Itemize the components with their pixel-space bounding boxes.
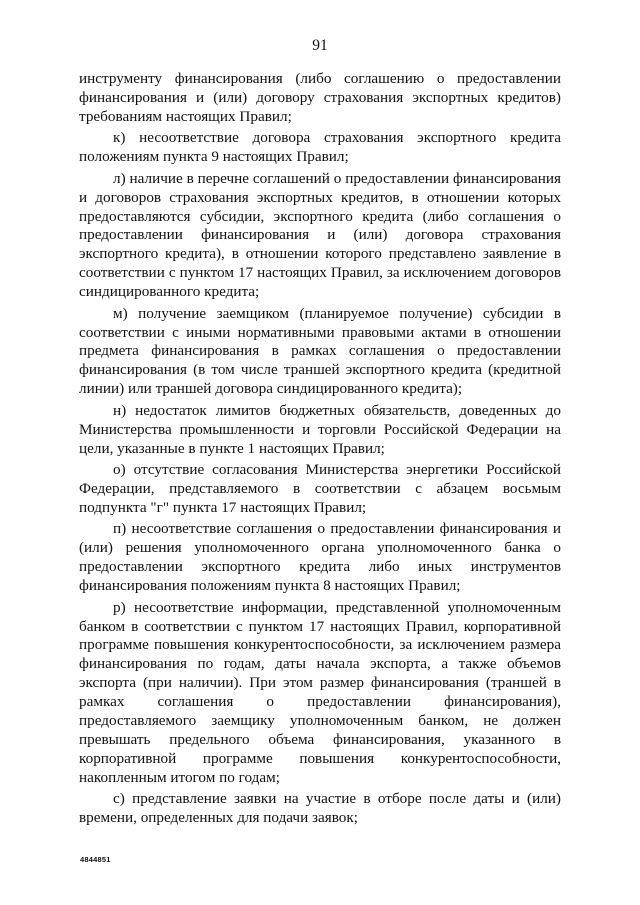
page-number: 91 xyxy=(312,37,328,54)
document-id: 4844851 xyxy=(80,855,111,864)
document-body xyxy=(79,70,561,831)
paragraph-item-o: о) отсутствие согласования Министерства энергетики Российской Федерации, представляемого в соответствии с абзацем восьмым подпункта "г" пункта 17 настоящих Правил; xyxy=(79,461,561,516)
paragraph-item-s: с) представление заявки на участие в отборе после даты и (или) времени, определенных для подачи заявок; xyxy=(79,790,561,827)
paragraph-item-m: м) получение заемщиком (планируемое получение) субсидии в соответствии с иными нормативными правовыми актами в отношении предмета финансирования в рамках соглашения о предоставлении финансирования (в том числе траншей экспортного кредита (кредитной линии) или траншей договора синдицированного кредита); xyxy=(79,304,561,398)
paragraph-item-l: л) наличие в перечне соглашений о предоставлении финансирования и договоров страхования экспортных кредитов, в отношении которых предоставляются субсидии, экспортного кредита (либо соглашения о предоставлении финансирования и (или) договора страхования экспортного кредита), в отношении которого представлено заявление в соответствии с пунктом 17 настоящих Правил, за исключением договоров синдицированного кредита; xyxy=(79,169,561,301)
paragraph-continuation: инструменту финансирования (либо соглашению о предоставлении финансирования и (или) договору страхования экспортных кредитов) требованиям настоящих Правил; xyxy=(79,70,561,125)
paragraph-item-r: р) несоответствие информации, представленной уполномоченным банком в соответствии с пунктом 17 настоящих Правил, корпоративной программе повышения конкурентоспособности, за исключением размера финансирования по годам, даты начала экспорта, а также объемов экспорта (при наличии). При этом размер финансирования (траншей в рамках соглашения о предоставлении финансирования), предоставляемого заемщику уполномоченным банком, не должен превышать предельного объема финансирования, указанного в корпоративной программе повышения конкурентоспособности, накопленным итогом по годам; xyxy=(79,598,561,786)
paragraph-item-p: п) несоответствие соглашения о предоставлении финансирования и (или) решения уполномоченного органа уполномоченного банка о предоставлении экспортного кредита либо иных инструментов финансирования положениям пункта 8 настоящих Правил; xyxy=(79,520,561,595)
paragraph-item-n: н) недостаток лимитов бюджетных обязательств, доведенных до Министерства промышленности и торговли Российской Федерации на цели, указанные в пункте 1 настоящих Правил; xyxy=(79,401,561,457)
paragraph-item-k: к) несоответствие договора страхования экспортного кредита положениям пункта 9 настоящих Правил; xyxy=(79,129,561,166)
